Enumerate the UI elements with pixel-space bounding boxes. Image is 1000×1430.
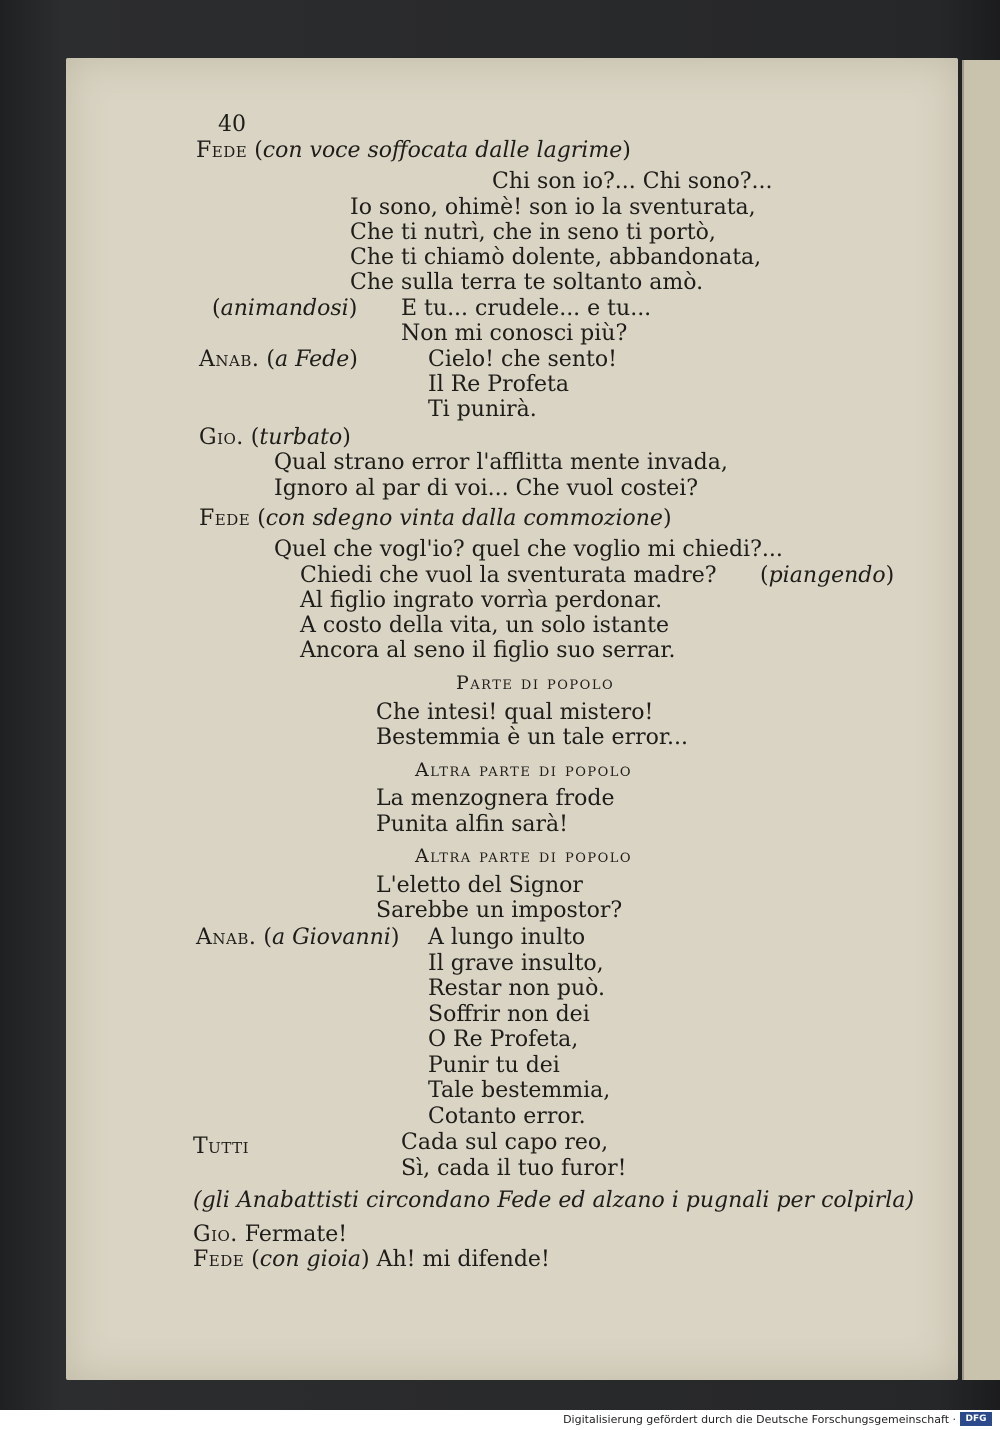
verse-line	[376, 700, 653, 726]
text-segment: Parte di popolo	[456, 672, 615, 694]
text-segment: E tu... crudele... e tu...	[401, 296, 652, 321]
text-segment: Punita alfin sarà!	[376, 812, 568, 837]
text-segment: Soffrir non dei	[428, 1002, 590, 1027]
text-segment: O Re Profeta,	[428, 1027, 579, 1052]
text-segment: animandosi	[220, 296, 349, 321]
speaker-line	[193, 1134, 249, 1160]
verse-line	[401, 296, 651, 322]
dfg-logo: DFG	[960, 1412, 992, 1426]
verse-line	[350, 195, 756, 221]
text-segment: )	[390, 925, 400, 950]
verse-line	[428, 347, 617, 373]
text-segment: (	[760, 563, 769, 588]
text-segment: Che ti chiamò dolente, abbandonata,	[350, 245, 762, 270]
text-segment: Io sono, ohimè! son io la sventurata,	[350, 195, 756, 220]
text-segment: con sdegno vinta dalla commozione	[265, 506, 663, 531]
verse-line	[428, 951, 604, 977]
verse-line	[428, 1027, 578, 1053]
text-segment: (	[243, 425, 260, 450]
verse-line	[274, 450, 728, 476]
text-segment: piangendo	[768, 563, 886, 588]
verse-line	[428, 372, 569, 398]
text-segment: Cada sul capo reo,	[401, 1130, 609, 1155]
verse-line	[350, 245, 761, 271]
text-segment: Al figlio ingrato vorrìa perdonar.	[300, 588, 663, 613]
text-segment: (	[250, 506, 266, 531]
stage-direction	[212, 296, 357, 322]
text-segment: A costo della vita, un solo istante	[300, 613, 669, 638]
verse-line	[492, 169, 773, 195]
text-segment: Cotanto error.	[428, 1104, 586, 1129]
text-segment: Fede	[193, 1247, 245, 1272]
text-segment: a Fede	[274, 347, 350, 372]
verse-line	[428, 925, 585, 951]
text-segment: (	[212, 296, 221, 321]
text-segment: Anab.	[196, 925, 257, 950]
chorus-heading	[456, 670, 614, 696]
text-segment: Sarebbe un impostor?	[376, 898, 623, 923]
text-segment: Che sulla terra te soltanto amò.	[350, 270, 704, 295]
page-number: 40	[218, 112, 246, 137]
text-segment: Chi son io?... Chi sono?...	[492, 169, 773, 194]
verse-line	[376, 725, 688, 751]
verse-line	[428, 397, 537, 423]
verse-line	[350, 270, 703, 296]
verse-line	[376, 786, 615, 812]
text-segment: turbato	[259, 425, 343, 450]
text-segment: (	[244, 1247, 260, 1272]
speaker-line	[199, 347, 358, 373]
text-segment: a Giovanni	[271, 925, 391, 950]
text-segment: A lungo inulto	[428, 925, 586, 950]
chorus-heading	[415, 843, 632, 869]
text-segment: Il Re Profeta	[428, 372, 569, 397]
funding-credit: Digitalisierung gefördert durch die Deutsche Forschungsgemeinschaft ·	[563, 1413, 956, 1426]
text-segment: Sì, cada il tuo furor!	[401, 1156, 627, 1181]
verse-line	[274, 537, 783, 563]
verse-line	[376, 812, 568, 838]
text-segment: Ignoro al par di voi... Che vuol costei?	[274, 476, 699, 501]
text-segment: (gli Anabattisti circondano Fede ed alzano i pugnali per colpirla)	[193, 1188, 915, 1213]
text-segment: Punir tu dei	[428, 1053, 560, 1078]
text-segment: )	[885, 563, 895, 588]
text-segment: Chiedi che vuol la sventurata madre?	[300, 563, 717, 588]
text-segment: Cielo! che sento!	[428, 347, 617, 372]
text-segment: Che ti nutrì, che in seno ti portò,	[350, 220, 716, 245]
speaker-line	[193, 1222, 347, 1248]
verse-line	[428, 976, 605, 1002]
text-segment: Che intesi! qual mistero!	[376, 700, 654, 725]
text-segment: La menzognera frode	[376, 786, 615, 811]
text-segment: con voce soffocata dalle lagrime	[262, 138, 623, 163]
text-segment: )	[349, 347, 358, 372]
speaker-line	[199, 425, 351, 451]
text-segment: Gio.	[199, 425, 244, 450]
text-segment: Altra parte di popolo	[415, 759, 633, 781]
speaker-line	[193, 1247, 550, 1273]
text-segment: Anab.	[199, 347, 260, 372]
verse-line	[376, 873, 583, 899]
text-segment: (	[247, 138, 263, 163]
verse-line	[428, 1078, 610, 1104]
verse-line	[428, 1053, 560, 1079]
text-segment: Ancora al seno il figlio suo serrar.	[300, 638, 676, 663]
text-segment: Fede	[199, 506, 251, 531]
verse-line	[274, 476, 698, 502]
text-segment: Tutti	[193, 1134, 250, 1159]
text-segment: ) Ah! mi difende!	[361, 1247, 550, 1272]
verse-line	[300, 613, 669, 639]
text-segment: )	[342, 425, 351, 450]
text-segment: Tale bestemmia,	[428, 1078, 611, 1103]
text-segment: Gio.	[193, 1222, 238, 1247]
chorus-heading	[415, 757, 632, 783]
verse-line	[401, 1130, 608, 1156]
text-segment: L'eletto del Signor	[376, 873, 583, 898]
text-segment: Bestemmia è un tale error...	[376, 725, 688, 750]
text-segment: )	[662, 506, 672, 531]
text-segment: Quel che vogl'io? quel che voglio mi chiedi?...	[274, 537, 783, 562]
speaker-line	[196, 138, 631, 164]
verse-line	[428, 1002, 590, 1028]
speaker-line	[196, 925, 399, 951]
verse-line	[376, 898, 622, 924]
text-segment: )	[622, 138, 631, 163]
text-segment: (	[259, 347, 275, 372]
stage-direction	[760, 563, 894, 589]
verse-line	[300, 563, 717, 589]
text-segment: con gioia	[259, 1247, 362, 1272]
text-segment: Il grave insulto,	[428, 951, 604, 976]
verse-line	[350, 220, 716, 246]
text-segment: (	[256, 925, 272, 950]
text-segment: Fede	[196, 138, 248, 163]
verse-line	[428, 1104, 586, 1130]
verse-line	[300, 638, 676, 664]
text-segment: )	[348, 296, 358, 321]
verse-line	[401, 1156, 626, 1182]
speaker-line	[199, 506, 672, 532]
adjacent-page-edge	[962, 60, 1000, 1380]
verse-line	[401, 321, 627, 347]
text-segment: Non mi conosci più?	[401, 321, 628, 346]
text-segment: Ti punirà.	[428, 397, 537, 422]
stage-direction	[193, 1188, 914, 1214]
text-segment: Qual strano error l'afflitta mente invada,	[274, 450, 728, 475]
text-segment: Fermate!	[237, 1222, 348, 1247]
verse-line	[300, 588, 662, 614]
text-segment: Restar non può.	[428, 976, 606, 1001]
text-segment: Altra parte di popolo	[415, 845, 633, 867]
